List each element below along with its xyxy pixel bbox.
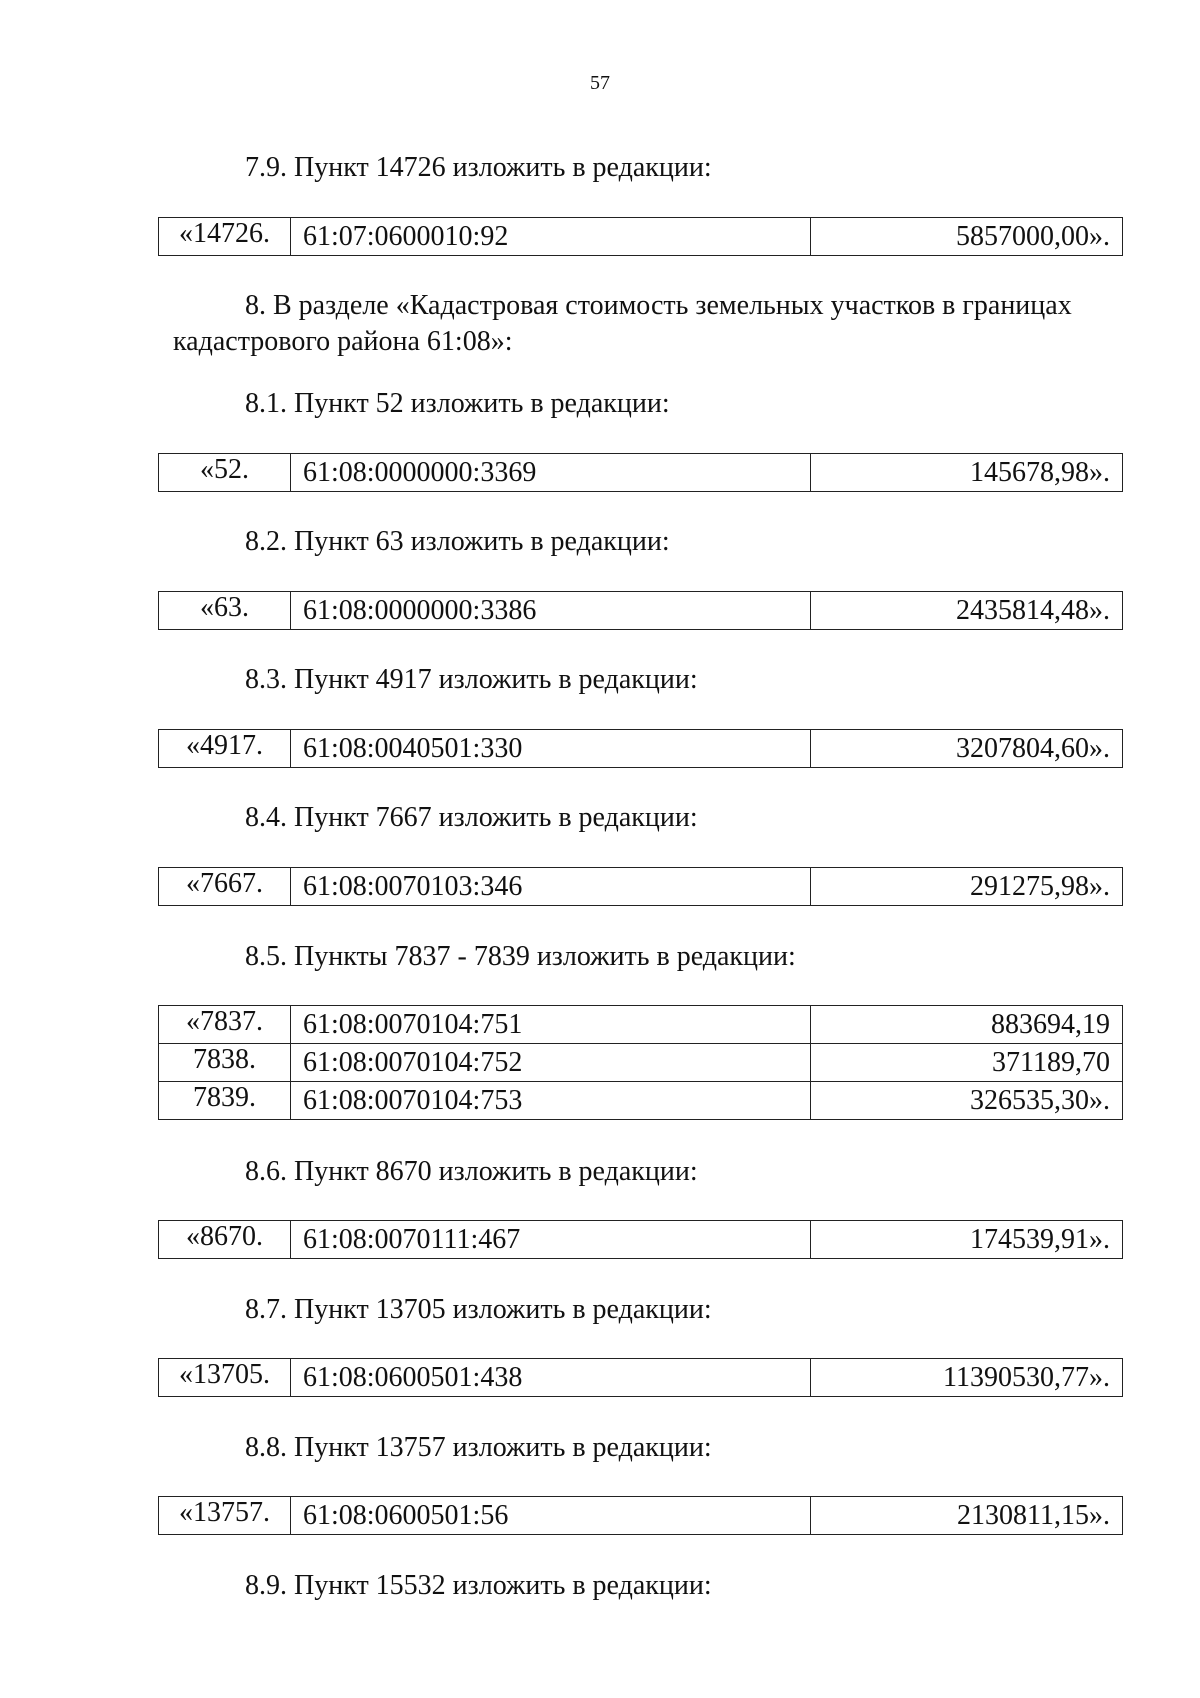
- entry-table-7837-7839: [158, 1005, 1123, 1120]
- table-row: [159, 1359, 1123, 1397]
- table-row: [159, 868, 1123, 906]
- cadastral-value: 3207804,60».: [811, 730, 1123, 768]
- table-row: [159, 730, 1123, 768]
- entry-table-8670: [158, 1220, 1123, 1259]
- table-row: [159, 1497, 1123, 1535]
- cadastral-value: 291275,98».: [811, 868, 1123, 906]
- table-row: [159, 1044, 1123, 1082]
- table-row: [159, 218, 1123, 256]
- cadastral-number: 61:08:0070104:751: [291, 1006, 811, 1044]
- entry-table-63: [158, 591, 1123, 630]
- section-8-5: [0, 939, 1200, 975]
- cadastral-number: 61:08:0000000:3369: [291, 454, 811, 492]
- section-8-4: [0, 800, 1200, 836]
- section-8-7: [0, 1292, 1200, 1328]
- cadastral-number: 61:08:0600501:56: [291, 1497, 811, 1535]
- section-8-8: [0, 1430, 1200, 1466]
- item-number: 7839.: [159, 1082, 291, 1120]
- section-heading: 8.8. Пункт 13757 изложить в редакции:: [245, 1432, 712, 1463]
- section-8-2: [0, 524, 1200, 560]
- page-number: 57: [590, 72, 610, 94]
- table-row: [159, 1221, 1123, 1259]
- item-number: «7837.: [159, 1006, 291, 1044]
- cadastral-value: 145678,98».: [811, 454, 1123, 492]
- section-7-9: [0, 150, 1200, 186]
- section-heading: 8.6. Пункт 8670 изложить в редакции:: [245, 1156, 698, 1187]
- entry-table-14726: [158, 217, 1123, 256]
- item-number: «14726.: [159, 218, 291, 256]
- section-heading: 8. В разделе «Кадастровая стоимость земельных участков в границах кадастрового района 61:08»:: [173, 290, 1072, 357]
- section-8-9: [0, 1568, 1200, 1604]
- table-row: [159, 1006, 1123, 1044]
- cadastral-value: 174539,91».: [811, 1221, 1123, 1259]
- item-number: «13757.: [159, 1497, 291, 1535]
- section-8-1: [0, 386, 1200, 422]
- cadastral-value: 11390530,77».: [811, 1359, 1123, 1397]
- cadastral-number: 61:07:0600010:92: [291, 218, 811, 256]
- cadastral-value: 371189,70: [811, 1044, 1123, 1082]
- cadastral-number: 61:08:0040501:330: [291, 730, 811, 768]
- cadastral-number: 61:08:0070104:752: [291, 1044, 811, 1082]
- entry-table-4917: [158, 729, 1123, 768]
- section-heading: 8.9. Пункт 15532 изложить в редакции:: [245, 1570, 712, 1601]
- cadastral-value: 883694,19: [811, 1006, 1123, 1044]
- cadastral-value: 2130811,15».: [811, 1497, 1123, 1535]
- cadastral-number: 61:08:0070104:753: [291, 1082, 811, 1120]
- item-number: 7838.: [159, 1044, 291, 1082]
- entry-table-7667: [158, 867, 1123, 906]
- section-heading: 7.9. Пункт 14726 изложить в редакции:: [245, 152, 712, 183]
- section-heading: 8.2. Пункт 63 изложить в редакции:: [245, 526, 670, 557]
- section-heading: 8.1. Пункт 52 изложить в редакции:: [245, 388, 670, 419]
- entry-table-13705: [158, 1358, 1123, 1397]
- section-8: [0, 288, 1200, 360]
- cadastral-value: 5857000,00».: [811, 218, 1123, 256]
- table-row: [159, 592, 1123, 630]
- table-row: [159, 1082, 1123, 1120]
- item-number: «63.: [159, 592, 291, 630]
- section-heading: 8.3. Пункт 4917 изложить в редакции:: [245, 664, 698, 695]
- item-number: «13705.: [159, 1359, 291, 1397]
- section-heading: 8.7. Пункт 13705 изложить в редакции:: [245, 1294, 712, 1325]
- item-number: «52.: [159, 454, 291, 492]
- cadastral-number: 61:08:0070103:346: [291, 868, 811, 906]
- entry-table-13757: [158, 1496, 1123, 1535]
- item-number: «4917.: [159, 730, 291, 768]
- cadastral-number: 61:08:0600501:438: [291, 1359, 811, 1397]
- section-heading: 8.4. Пункт 7667 изложить в редакции:: [245, 802, 698, 833]
- section-8-6: [0, 1154, 1200, 1190]
- cadastral-value: 326535,30».: [811, 1082, 1123, 1120]
- section-heading: 8.5. Пункты 7837 - 7839 изложить в редакции:: [245, 941, 796, 972]
- entry-table-52: [158, 453, 1123, 492]
- table-row: [159, 454, 1123, 492]
- cadastral-number: 61:08:0070111:467: [291, 1221, 811, 1259]
- item-number: «8670.: [159, 1221, 291, 1259]
- section-8-3: [0, 662, 1200, 698]
- cadastral-value: 2435814,48».: [811, 592, 1123, 630]
- cadastral-number: 61:08:0000000:3386: [291, 592, 811, 630]
- item-number: «7667.: [159, 868, 291, 906]
